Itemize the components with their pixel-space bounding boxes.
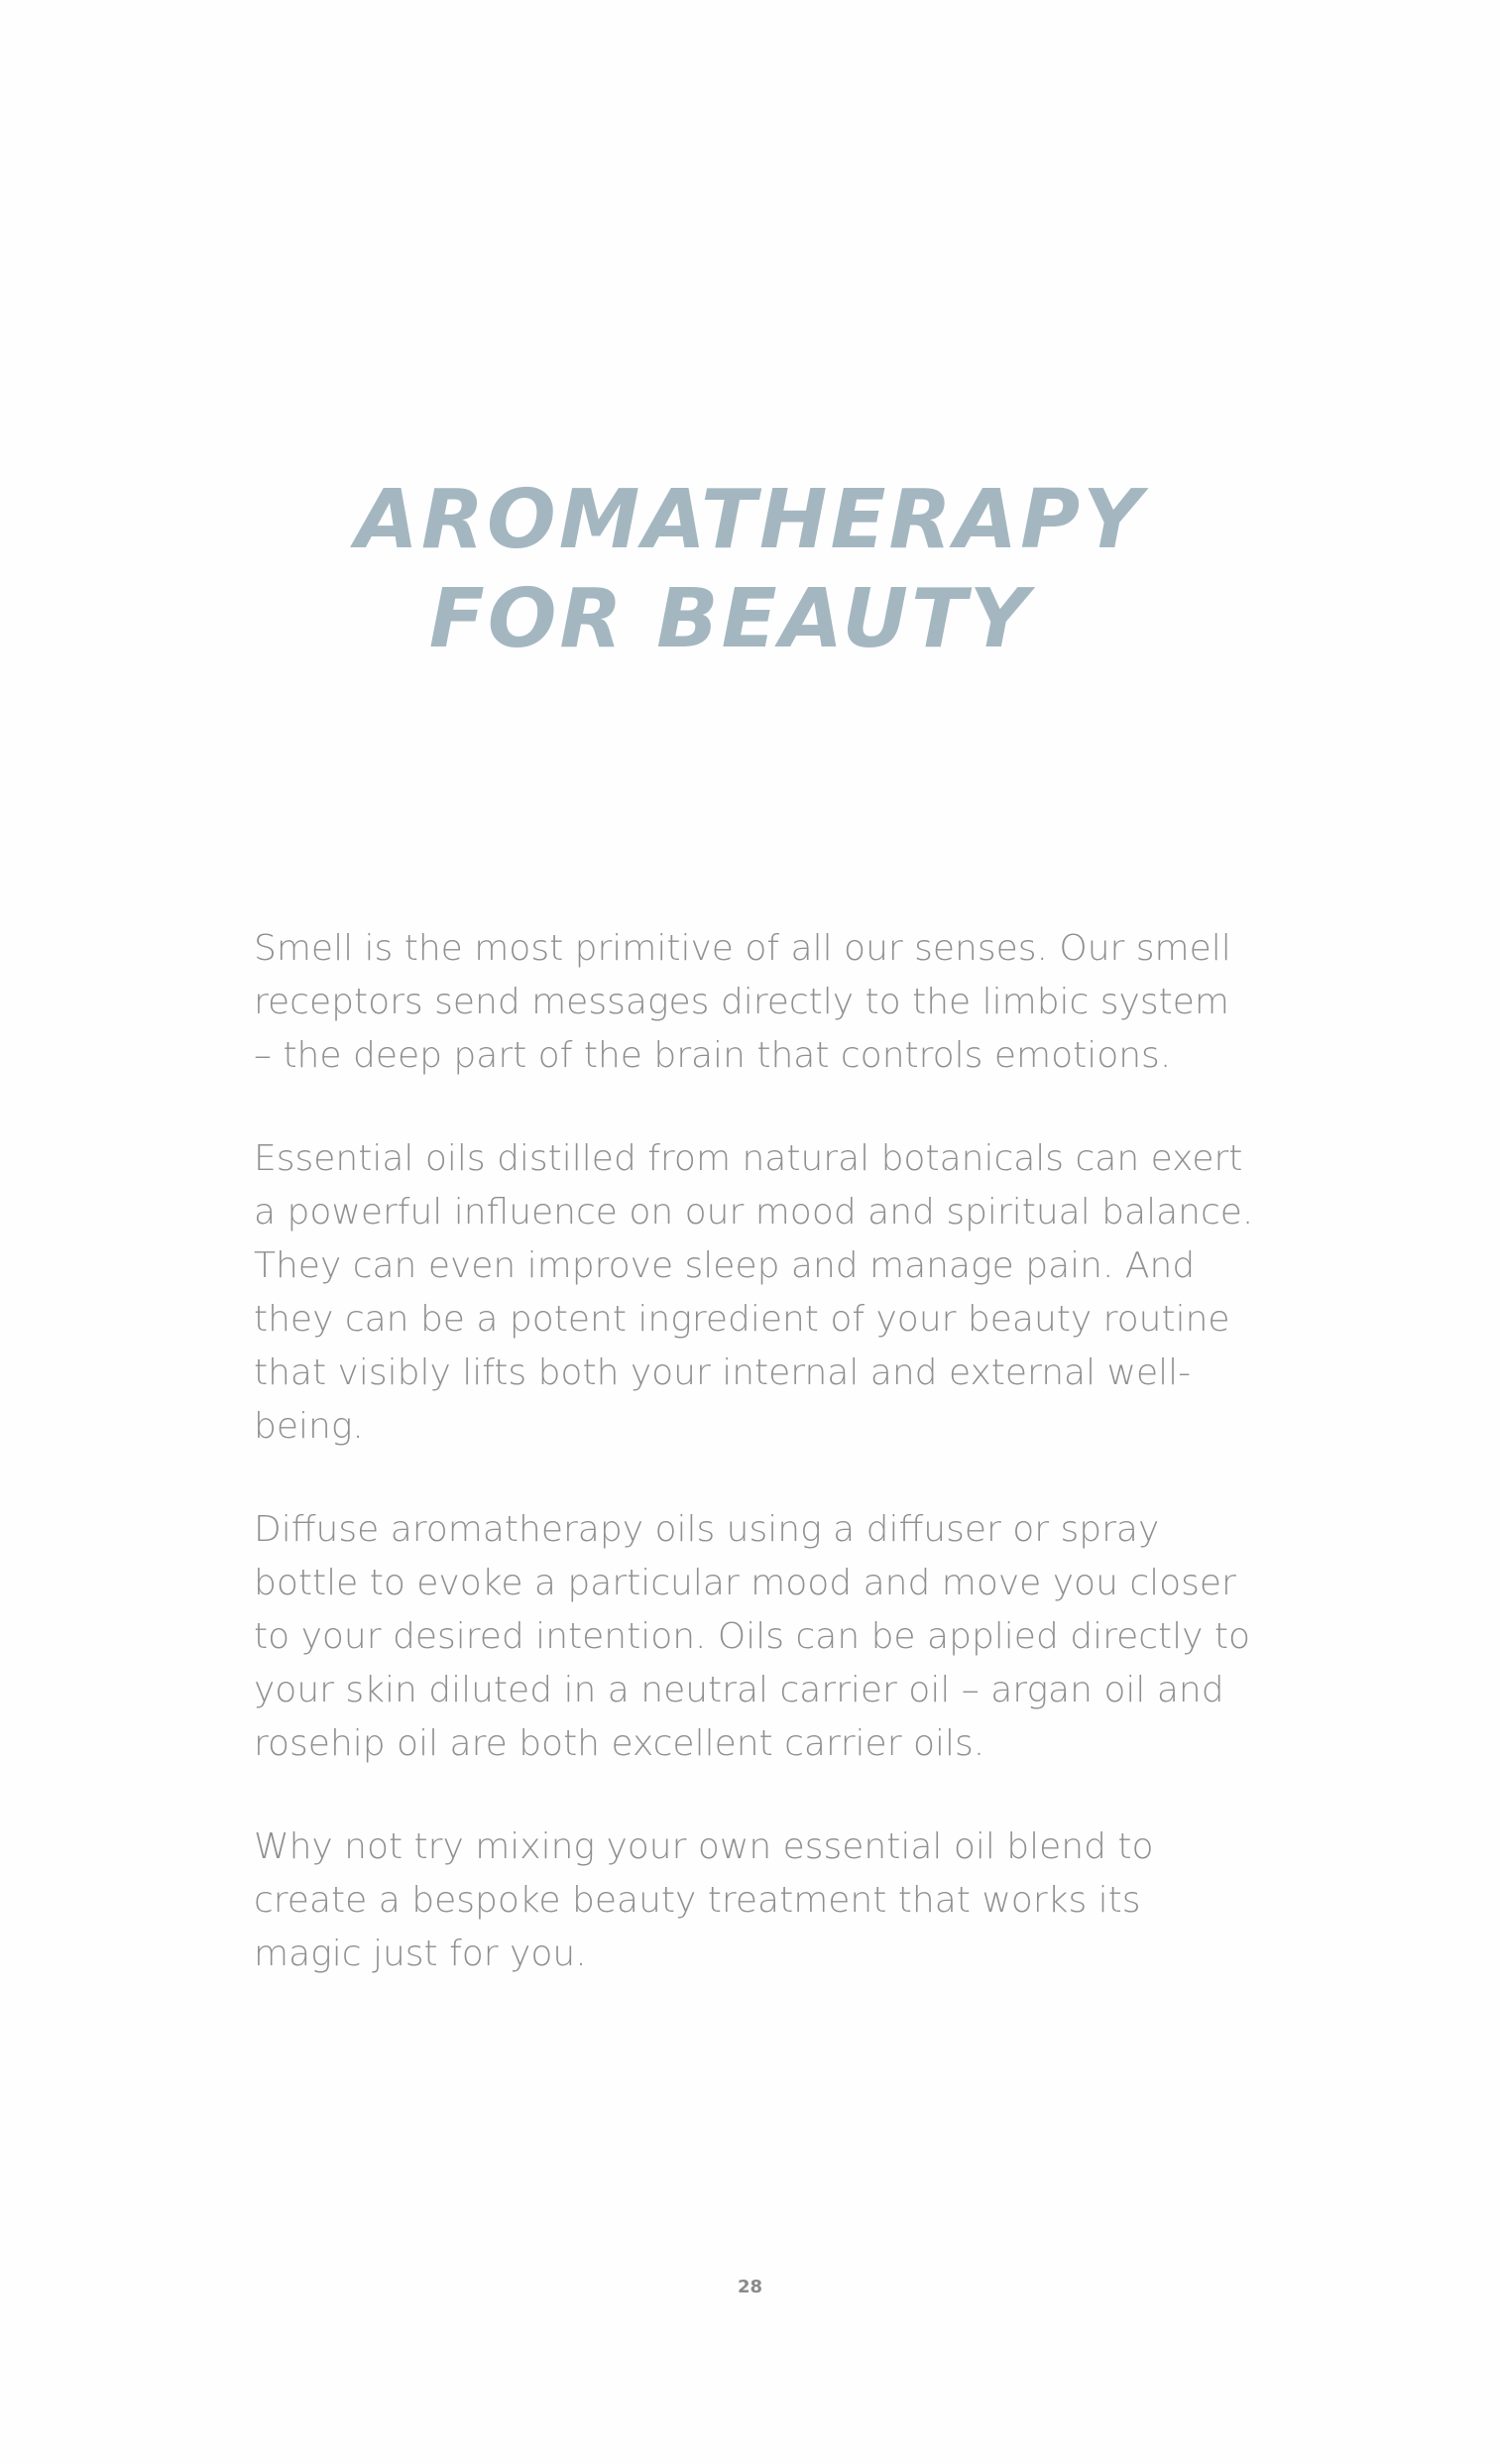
paragraph-1: Smell is the most primitive of all our senses. Our smell receptors send messages directly to the limbic system – the deep part of the brain that controls emotions. xyxy=(254,928,1231,1076)
body-text xyxy=(254,922,1255,2031)
page-title xyxy=(0,471,1500,669)
title-line-1: AROMATHERAPY xyxy=(355,472,1145,567)
paragraph-3: Diffuse aromatherapy oils using a diffuser or spray bottle to evoke a particular mood and move you closer to your desired intention. Oils can be applied directly to your skin diluted in a neutral carrier oil – argan oil and rosehip oil are both excellent carrier oils. xyxy=(254,1509,1251,1764)
title-line-2: FOR BEAUTY xyxy=(428,571,1032,666)
page-number: 28 xyxy=(737,2277,763,2297)
paragraph-2: Essential oils distilled from natural botanicals can exert a powerful influence on our mood and spiritual balance. They can even improve sleep and manage pain. And they can be a potent ingredient of your beauty routine that visibly lifts both your internal and external well-being. xyxy=(254,1138,1254,1447)
paragraph-4: Why not try mixing your own essential oil blend to create a bespoke beauty treatment that works its magic just for you. xyxy=(254,1826,1154,1974)
